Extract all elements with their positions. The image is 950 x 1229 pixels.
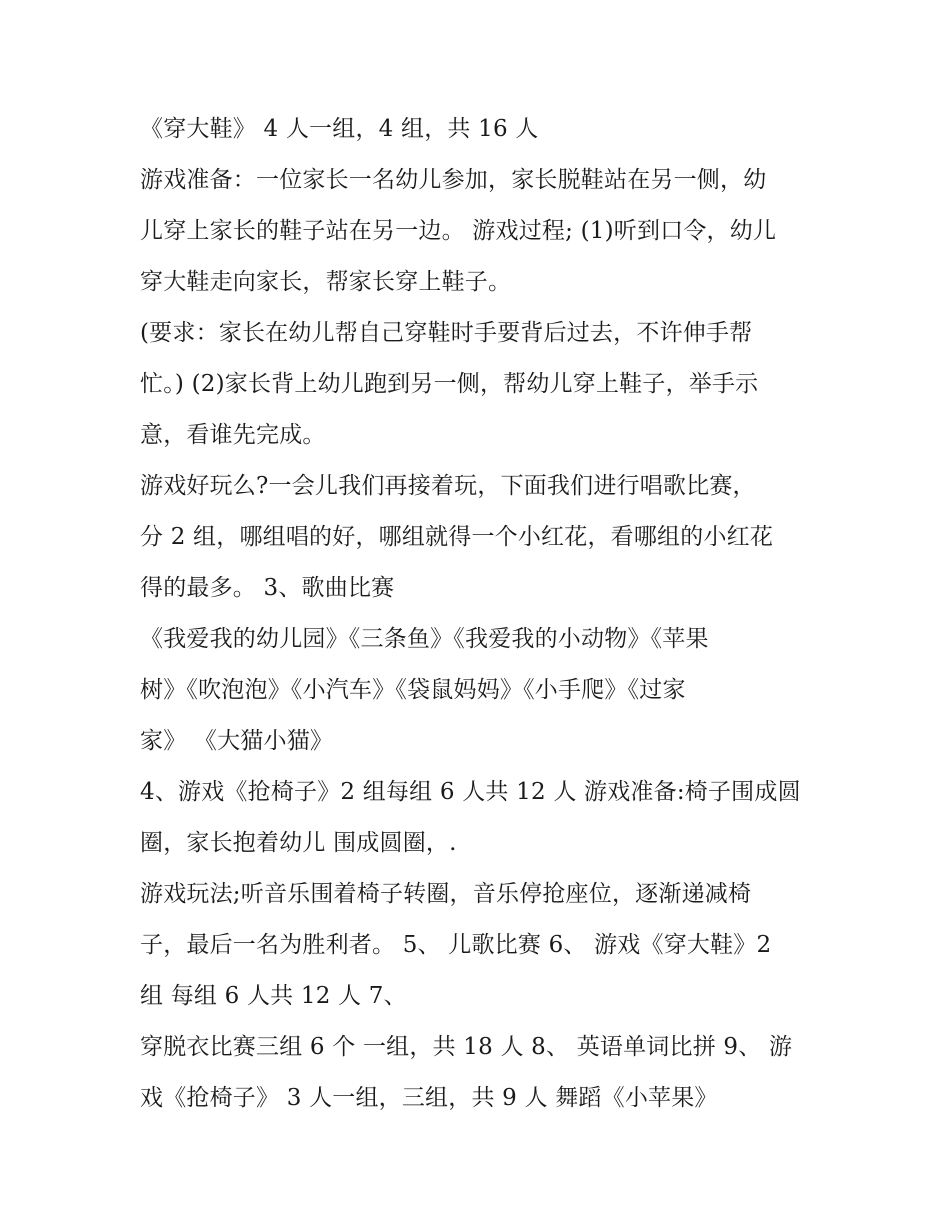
text-line: 穿脱衣比赛三组 6 个 一组，共 18 人 8、 英语单词比拼 9、 游 (140, 1034, 793, 1060)
text-line: 意，看谁先完成。 (140, 422, 326, 448)
text-line: 《我爱我的幼儿园》《三条鱼》《我爱我的小动物》《苹果 (140, 626, 709, 652)
text-line: 戏《抢椅子》 3 人一组，三组，共 9 人 舞蹈《小苹果》 (140, 1085, 718, 1111)
text-line: 分 2 组，哪组唱的好，哪组就得一个小红花，看哪组的小红花 (140, 524, 774, 550)
text-line: (要求：家长在幼儿帮自己穿鞋时手要背后过去，不许伸手帮 (140, 320, 753, 346)
text-line: 家》 《大猫小猫》 (140, 728, 334, 754)
text-line: 得的最多。 3、歌曲比赛 (140, 575, 395, 601)
text-line: 圈，家长抱着幼儿 围成圆圈，. (140, 830, 457, 856)
document-body (140, 104, 820, 1124)
text-line: 子，最后一名为胜利者。 5、 儿歌比赛 6、 游戏《穿大鞋》2 (140, 932, 772, 958)
text-line: 《穿大鞋》 4 人一组，4 组，共 16 人 (140, 116, 539, 142)
text-line: 组 每组 6 人共 12 人 7、 (140, 983, 407, 1009)
text-line: 游戏好玩么?一会儿我们再接着玩，下面我们进行唱歌比赛， (140, 473, 756, 499)
text-line: 4、游戏《抢椅子》2 组每组 6 人共 12 人 游戏准备:椅子围成圆 (140, 779, 801, 805)
text-line: 树》《吹泡泡》《小汽车》《袋鼠妈妈》《小手爬》《过家 (140, 677, 686, 703)
text-line: 穿大鞋走向家长，帮家长穿上鞋子。 (140, 269, 512, 295)
text-line: 游戏玩法;听音乐围着椅子转圈，音乐停抢座位，逐渐递减椅 (140, 881, 752, 907)
text-line: 忙。) (2)家长背上幼儿跑到另一侧，帮幼儿穿上鞋子，举手示 (140, 371, 759, 397)
text-line: 游戏准备：一位家长一名幼儿参加，家长脱鞋站在另一侧，幼 (140, 167, 767, 193)
text-line: 儿穿上家长的鞋子站在另一边。 游戏过程; (1)听到口令，幼儿 (140, 218, 777, 244)
